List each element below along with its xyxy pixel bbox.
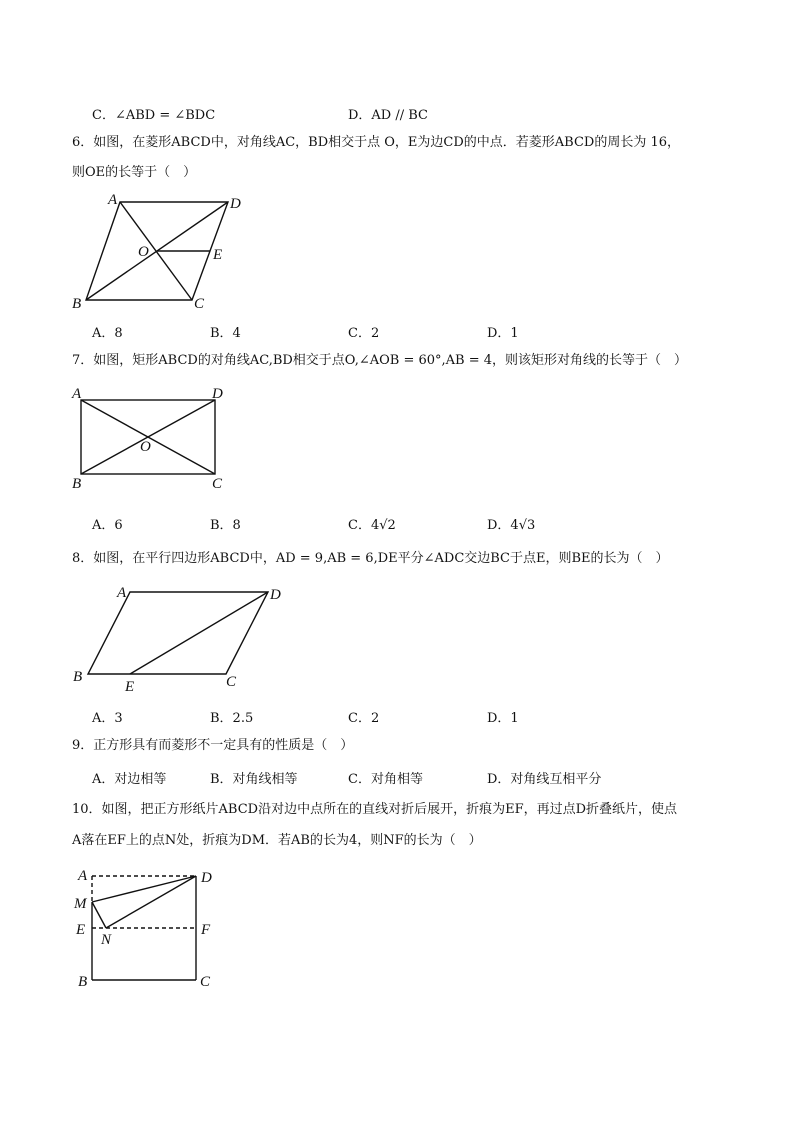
segment-mn	[92, 902, 106, 928]
label-b: B	[73, 669, 83, 685]
label-f: F	[201, 922, 211, 938]
label-e: E	[213, 247, 223, 263]
q7-option-a: A．6	[92, 518, 123, 533]
label-a: A	[72, 386, 82, 402]
label-c: C	[212, 476, 223, 492]
q10-stem-line1: 10．如图，把正方形纸片ABCD沿对边中点所在的直线对折后展开，折痕为EF，再过点D折叠纸片，使点	[72, 802, 678, 817]
label-d: D	[212, 386, 223, 402]
q6-rhombus-figure	[68, 190, 258, 320]
q5-option-c: C．∠ABD = ∠BDC	[92, 108, 216, 123]
label-a: A	[117, 585, 127, 601]
label-a: A	[108, 192, 118, 208]
segment-nd	[106, 876, 196, 928]
q7-stem-line1: 7．如图，矩形ABCD的对角线AC,BD相交于点O,∠AOB = 60°,AB = 4，则该矩形对角线的长等于（ ）	[72, 353, 688, 368]
label-e: E	[125, 679, 135, 695]
label-d: D	[270, 587, 281, 603]
q6-option-b: B．4	[210, 326, 241, 341]
label-a: A	[78, 868, 88, 884]
q6-stem-line2: 则OE的长等于（ ）	[72, 165, 197, 180]
label-c: C	[200, 974, 211, 990]
q5-option-d: D．AD // BC	[348, 108, 428, 123]
label-n: N	[101, 932, 112, 948]
q8-stem-line1: 8．如图，在平行四边形ABCD中，AD = 9,AB = 6,DE平分∠ADC交边BC于点E，则BE的长为（ ）	[72, 551, 669, 566]
q6-stem-line1: 6．如图，在菱形ABCD中，对角线AC，BD相交于点 O，E为边CD的中点．若菱形ABCD的周长为 16，	[72, 135, 681, 150]
q9-option-d: D．对角线互相平分	[487, 772, 602, 787]
label-d: D	[201, 870, 212, 886]
q8-option-d: D．1	[487, 711, 519, 726]
q9-option-c: C．对角相等	[348, 772, 423, 787]
q10-stem-line2: A落在EF上的点N处，折痕为DM．若AB的长为4，则NF的长为（ ）	[72, 833, 482, 848]
q7-option-c: C．4√2	[348, 518, 396, 533]
q8-option-b: B．2.5	[210, 711, 254, 726]
label-o: O	[138, 244, 149, 260]
label-m: M	[74, 896, 87, 912]
label-d: D	[230, 196, 241, 212]
q6-option-c: C．2	[348, 326, 380, 341]
q7-rectangle-figure	[68, 382, 238, 492]
label-o: O	[140, 439, 151, 455]
q10-square-fold-figure	[68, 862, 228, 997]
q6-option-a: A．8	[92, 326, 123, 341]
label-b: B	[78, 974, 88, 990]
label-b: B	[72, 476, 82, 492]
q6-option-d: D．1	[487, 326, 519, 341]
label-c: C	[226, 674, 237, 690]
q9-stem-line1: 9．正方形具有而菱形不一定具有的性质是（ ）	[72, 738, 354, 753]
parallelogram-outline	[88, 592, 268, 674]
crease-dm	[92, 876, 196, 902]
label-b: B	[72, 296, 82, 312]
q9-option-a: A．对边相等	[92, 772, 167, 787]
q7-option-b: B．8	[210, 518, 241, 533]
q8-option-c: C．2	[348, 711, 380, 726]
q7-option-d: D．4√3	[487, 518, 536, 533]
q8-parallelogram-figure	[68, 580, 298, 695]
label-c: C	[194, 296, 205, 312]
label-e: E	[76, 922, 86, 938]
q9-option-b: B．对角线相等	[210, 772, 298, 787]
q8-option-a: A．3	[92, 711, 123, 726]
